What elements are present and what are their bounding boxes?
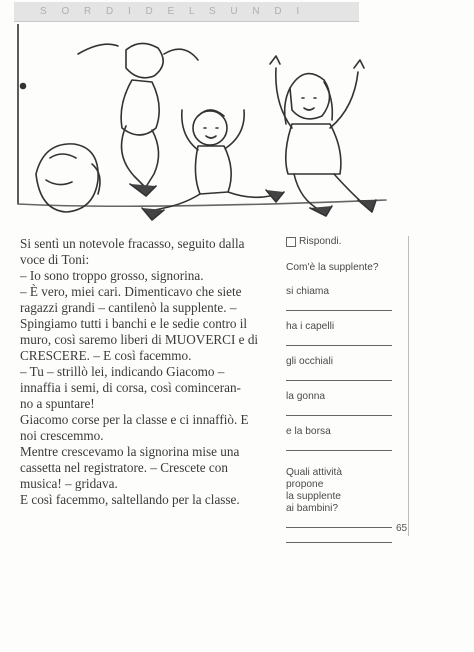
answer-line[interactable] [286,450,392,451]
header-strip: S O R D I D E L S U N D I [14,2,359,22]
answer-label: la gonna [286,391,326,402]
answer-line[interactable] [286,542,392,543]
answer-label: gli occhiali [286,356,333,367]
activity-question [286,467,398,543]
answer-line[interactable] [286,415,392,416]
activity-question-line: propone [286,479,324,490]
page-number: 65 [396,523,408,534]
main-question: Com'è la supplente? [286,262,379,273]
story-line: musica! – gridava. [20,476,118,491]
story-line: ragazzi grandi – cantilenò la supplente. – [20,300,237,315]
answer-line[interactable] [286,527,392,528]
story-line: – È vero, miei cari. Dimenticavo che siete [20,284,242,299]
story-line: voce di Toni: [20,252,90,267]
activity-question-line: ai bambini? [286,503,339,514]
rispondi-label: Rispondi. [299,236,342,247]
answer-line[interactable] [286,345,392,346]
answer-item-si-chiama [286,286,398,311]
story-line: innaffia i semi, di corsa, così cominceran- [20,380,241,395]
activity-question-line: Quali attività [286,467,343,478]
story-line: E così facemmo, saltellando per la classe. [20,492,240,507]
answer-label: e la borsa [286,426,331,437]
answer-item-occhiali [286,356,398,381]
answer-item-borsa [286,426,398,451]
activity-question-line: la supplente [286,491,341,502]
questions-panel [286,236,398,543]
answer-item-capelli [286,321,398,346]
story-line: cassetta nel registratore. – Crescete con [20,460,228,475]
story-line: noi crescemmo. [20,428,104,443]
story-line: no a spuntare! [20,396,95,411]
story-line: – Tu – strillò lei, indicando Giacomo – [20,364,225,379]
answer-line[interactable] [286,380,392,381]
story-line: – Io sono troppo grosso, signorina. [20,268,204,283]
children-illustration [14,24,394,228]
story-line: Si sentì un notevole fracasso, seguito dalla [20,236,245,251]
story-line: Giacomo corse per la classe e ci innaffiò. E [20,412,249,427]
answer-item-gonna [286,391,398,416]
story-line: Spingiamo tutti i banchi e le sedie contro il [20,316,248,331]
checkbox-icon [286,237,296,247]
rispondi-heading [286,236,398,248]
answer-label: ha i capelli [286,321,335,332]
margin-divider [408,236,409,536]
story-text [20,236,278,508]
story-line: CRESCERE. – E così facemmo. [20,348,192,363]
answer-label: si chiama [286,286,330,297]
story-line: muro, così saremo liberi di MUOVERCI e di [20,332,259,347]
answer-line[interactable] [286,310,392,311]
story-line: Mentre crescevamo la signorina mise una [20,444,240,459]
